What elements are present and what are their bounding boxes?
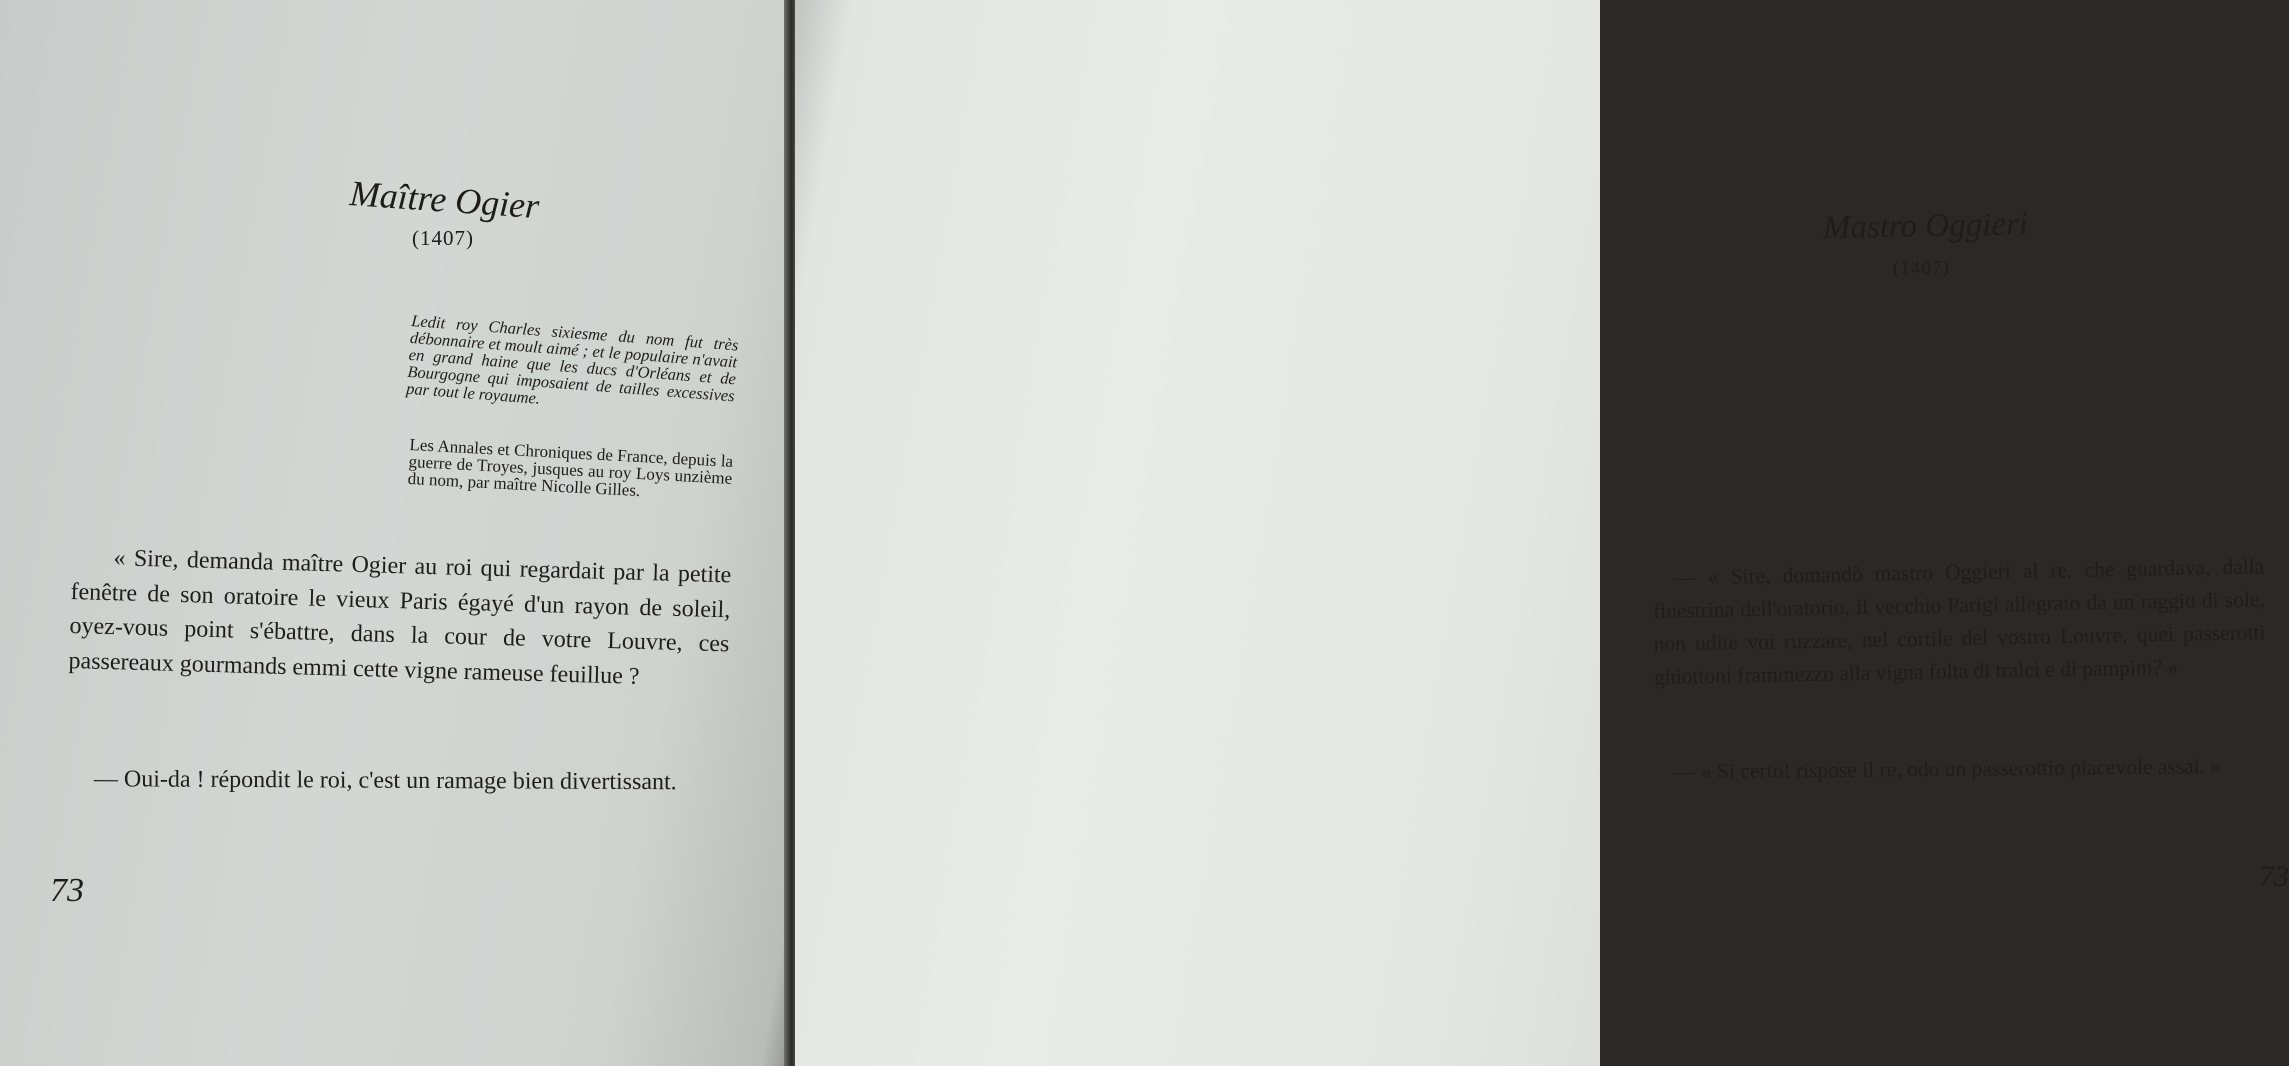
right-page-year: (1407)	[1893, 258, 1950, 279]
left-page-number: 73	[50, 872, 84, 909]
left-page-year: (1407)	[412, 226, 474, 250]
left-page-paragraph-2: — Oui-da ! répondit le roi, c'est un ramage bien divertissant.	[93, 766, 677, 796]
right-page-paragraph-2: — « Si certo! rispose il re, odo un passerottio piacevole assai. »	[1674, 754, 2222, 784]
right-page-title: Mastro Oggieri	[1822, 206, 2029, 246]
left-page-title: Maître Ogier	[348, 173, 541, 227]
right-page	[795, 0, 2289, 1066]
right-page-number: 73	[2259, 860, 2289, 893]
left-page-paragraph-1: « Sire, demanda maître Ogier au roi qui regardait par la petite fenêtre de son oratoire le vieux Paris égayé d'un rayon de soleil, oyez-vous point s'ébattre, dans la cour de votre Louvre, ces passereaux gourmands emmi cette vigne rameuse feuillue ?	[68, 545, 732, 690]
left-page-epigraph-source: Les Annales et Chroniques de France, depuis la guerre de Troyes, jusques au roy Loys unzième du nom, par maître Nicolle Gilles.	[407, 435, 734, 501]
left-page-epigraph: Ledit roy Charles sixiesme du nom fut très débonnaire et moult aimé ; et le populaire n'avait en grand haine que les ducs d'Orléans et de Bourgogne qui imposaient de tailles excessives par tout le royaume.	[405, 311, 740, 408]
left-page	[0, 0, 790, 1066]
right-page-paragraph-1: — « Sire, domandò mastro Oggieri al re, che guardava, dalla finestrina dell'oratorio, il vecchio Parigi allegrato da un raggio di sole, non udite voi ruzzare, nel cortile del vostro Louvre, quei passerotti ghiottoni frammezzo alla vigna folta di tralci e di pampini? »	[1652, 554, 2266, 689]
